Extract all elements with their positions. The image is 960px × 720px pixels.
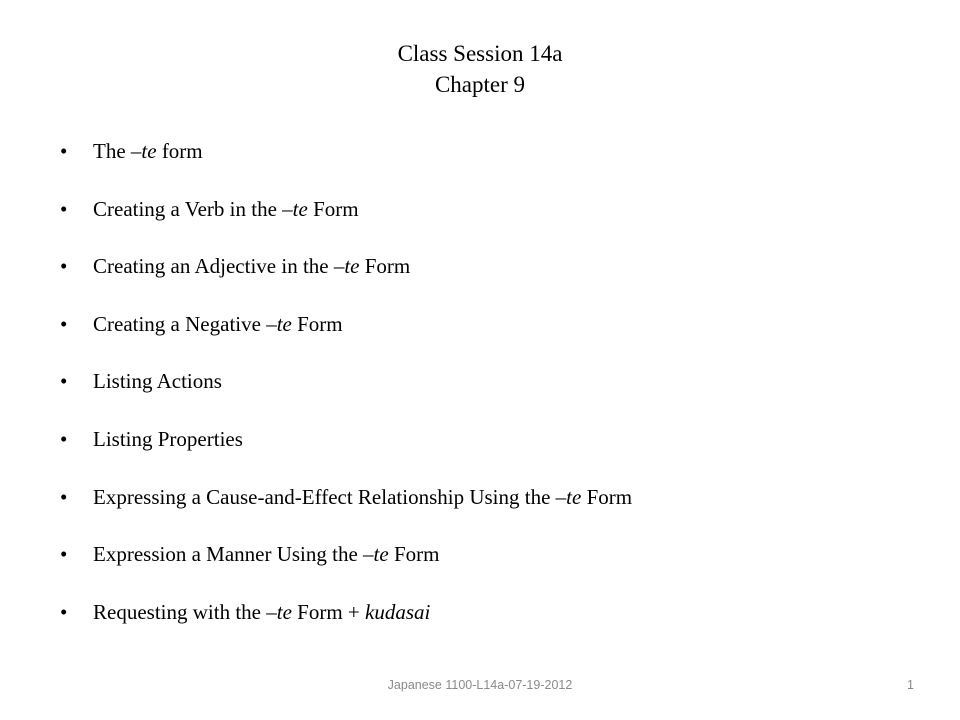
bullet-text-segment: form: [156, 139, 203, 163]
bullet-text-italic: –te: [266, 311, 292, 336]
bullet-text-segment: Expression a Manner Using the: [93, 542, 364, 567]
bullet-text-segment: Form: [388, 542, 440, 567]
bullet-dot: •: [60, 311, 68, 336]
slide-footer: Japanese 1100-L14a-07-19-2012: [387, 678, 573, 692]
bullet-dot: •: [60, 484, 68, 509]
bullet-text-italic: –te: [363, 542, 389, 567]
bullet-text-segment: Form +: [291, 599, 365, 624]
bullet-dot: •: [60, 542, 68, 567]
bullet-dot: •: [60, 254, 68, 279]
bullet-text: [93, 194, 359, 224]
bullet-text: [93, 424, 243, 454]
bullet-text-segment: Creating a Verb in the: [93, 196, 283, 221]
bullet-text-segment: Requesting with the: [93, 599, 267, 624]
bullet-text: [93, 309, 343, 339]
bullet-dot: •: [60, 369, 68, 394]
bullet-text-segment: Expressing a Cause-and-Effect Relationship Using the: [93, 484, 556, 509]
bullet-text: [93, 251, 410, 281]
bullet-dot: •: [60, 139, 68, 163]
title-line-1: Class Session 14a: [397, 41, 563, 66]
bullet-text-italic: –te: [333, 254, 360, 279]
bullet-dot: •: [60, 196, 68, 221]
bullet-text: [93, 597, 430, 627]
bullet-text-italic: –te: [555, 484, 582, 509]
slide-title: [0, 38, 960, 100]
bullet-text: [93, 136, 203, 166]
bullet-text: [93, 482, 632, 512]
bullet-text-italic: –te: [282, 196, 308, 221]
bullet-text-segment: Form: [359, 254, 411, 279]
bullet-text-segment: Listing Properties: [93, 426, 243, 451]
bullet-text-italic: –te: [266, 599, 292, 624]
bullet-text-segment: Creating an Adjective in the: [93, 254, 334, 279]
bullet-text-segment: Form: [307, 196, 359, 221]
bullet-dot: •: [60, 599, 68, 624]
bullet-text-segment: Listing Actions: [93, 369, 222, 394]
bullet-text: [93, 366, 222, 396]
bullet-text: [93, 539, 439, 569]
bullet-dot: •: [60, 426, 68, 451]
page-number: 1: [907, 678, 914, 692]
bullet-text-segment: Creating a Negative: [93, 311, 267, 336]
bullet-text-segment: Form: [291, 311, 343, 336]
title-line-2: Chapter 9: [434, 72, 526, 97]
bullet-text-italic: kudasai: [365, 599, 431, 624]
bullet-text-italic: –te: [130, 139, 157, 163]
bullet-text-segment: Form: [581, 484, 633, 509]
bullet-text-segment: The: [93, 139, 131, 163]
